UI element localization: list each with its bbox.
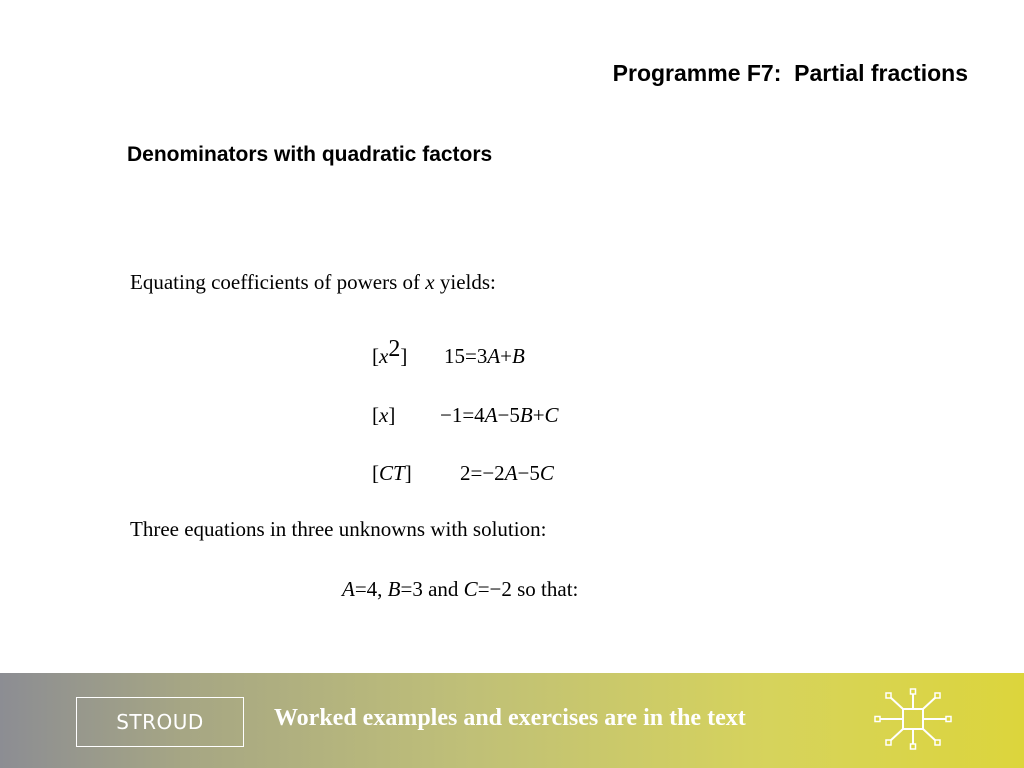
solution-line: A=4, B=3 and C=−2 so that:	[342, 577, 579, 601]
equation-label: [CT]	[372, 461, 412, 485]
programme-title: Programme F7: Partial fractions	[612, 60, 968, 86]
intro-variable: x	[425, 270, 435, 294]
stroud-logo: STROUD	[76, 697, 244, 747]
equation-row-x	[372, 403, 559, 428]
equation-row-x-squared	[372, 336, 525, 370]
intro-text-start: Equating coefficients of powers of	[130, 270, 426, 294]
intro-text-end: yields:	[434, 270, 496, 294]
footer-tagline: Worked examples and exercises are in the text	[274, 705, 746, 731]
intro-text	[130, 270, 496, 295]
equation-label: [x2]	[372, 336, 408, 368]
summary-text: Three equations in three unknowns with solution:	[130, 517, 547, 541]
equation-label: [x]	[372, 403, 396, 427]
equation-expression: −1=4A−5B+C	[440, 403, 559, 427]
equation-row-constant	[372, 461, 554, 486]
section-heading: Denominators with quadratic factors	[127, 143, 493, 166]
equation-expression: 2=−2A−5C	[460, 461, 554, 485]
footer-bar	[0, 673, 1024, 768]
circuit-icon	[872, 687, 954, 751]
equation-expression: 15=3A+B	[444, 344, 525, 368]
